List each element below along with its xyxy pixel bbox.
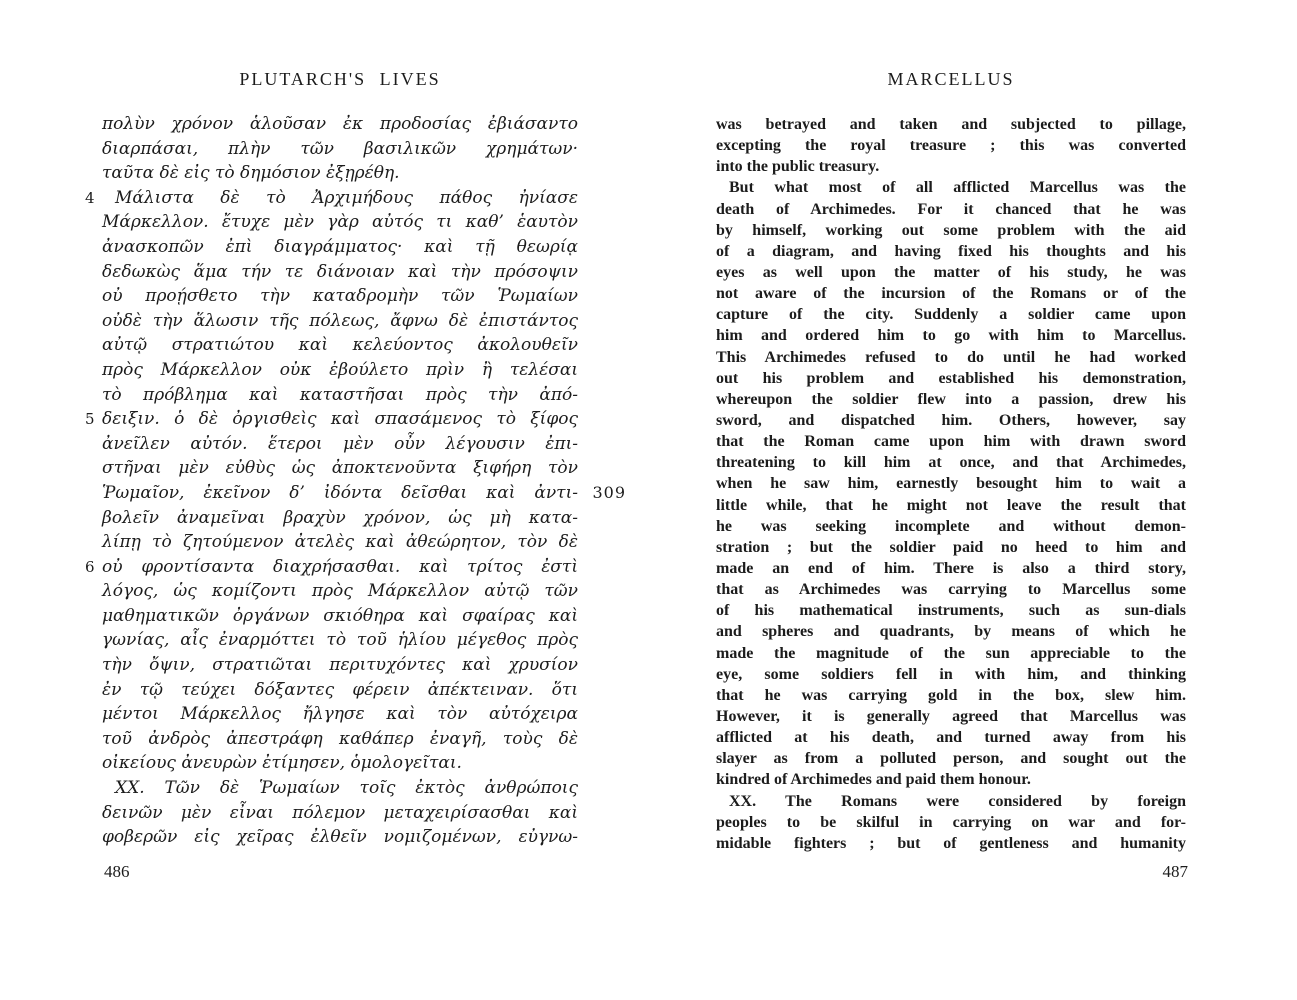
line-text: ἀνασκοπῶν ἐπὶ διαγράμματος· καὶ τῇ θεωρίᾳ [102, 236, 578, 257]
line-text: τοῦ ἀνδρὸς ἀπεστράφη καθάπερ ἐναγῆ, τοὺς δὲ [102, 728, 578, 749]
line-text: of his mathematical instruments, such as sun-dials [716, 602, 1186, 620]
text-line [716, 156, 1186, 177]
line-text: by himself, working out some problem with the aid [716, 221, 1186, 239]
text-line [716, 495, 1186, 516]
line-text: στῆναι μὲν εὐθὺς ὡς ἀποκτενοῦντα ξιφήρη τὸν [102, 458, 578, 479]
line-text: made an end of him. There is also a third story, [716, 559, 1186, 577]
text-line [716, 220, 1186, 241]
english-text-column [716, 114, 1186, 854]
text-line [716, 769, 1186, 790]
text-line [716, 241, 1186, 262]
line-text: δεδωκὼς ἅμα τήν τε διάνοιαν καὶ τὴν πρόσοψιν [102, 261, 578, 282]
text-line [85, 555, 578, 580]
line-text: ἐν τῷ τεύχει δόξαντες φέρειν ἀπέκτειναν. ὅτι [102, 679, 578, 700]
text-line [102, 260, 578, 285]
line-text: μαθηματικῶν ὀργάνων σκιόθηρα καὶ σφαίρας καὶ [102, 605, 578, 626]
line-text: that the Roman came upon him with drawn sword [716, 433, 1186, 451]
text-line [716, 347, 1186, 368]
line-text: XX. Τῶν δὲ Ῥωμαίων τοῖς ἐκτὸς ἀνθρώποις [115, 778, 578, 799]
marginal-stephanus-number: 309 [592, 482, 626, 502]
line-text: death of Archimedes. For it chanced that he was [716, 200, 1186, 218]
text-line [102, 825, 578, 850]
text-line [716, 262, 1186, 283]
line-text: πρὸς Μάρκελλον οὐκ ἐβούλετο πρὶν ἢ τελέσαι [102, 359, 578, 380]
line-text: when he saw him, earnestly besought him to wait a [716, 475, 1186, 493]
line-text: ταῦτα δὲ εἰς τὸ δημόσιον ἐξῃρέθη. [102, 163, 400, 184]
line-text: made the magnitude of the sun appreciable to the [716, 644, 1186, 662]
left-page-number: 486 [104, 862, 130, 881]
line-text: whereupon the soldier flew into a passion, drew his [716, 390, 1186, 408]
line-text: XX. The Romans were considered by foreign [729, 792, 1186, 810]
text-line [716, 833, 1186, 854]
text-line [716, 643, 1186, 664]
text-line [102, 210, 578, 235]
text-line [102, 383, 578, 408]
line-text: λίπῃ τὸ ζητούμενον ἀτελὲς καὶ ἀθεώρητον, τὸν δὲ [102, 532, 578, 553]
text-line [102, 506, 578, 531]
line-text: eyes as well upon the matter of his study, he was [716, 263, 1186, 281]
text-line [716, 410, 1186, 431]
line-text: out his problem and established his demonstration, [716, 369, 1186, 387]
line-text: sword, and dispatched him. Others, however, say [716, 411, 1186, 429]
line-text: οἰκείους ἀνευρὼν ἐτίμησεν, ὁμολογεῖται. [102, 753, 462, 774]
greek-text-column [85, 112, 626, 850]
line-text: he was seeking incomplete and without demon- [716, 517, 1186, 535]
line-text: slayer as from a polluted person, and sought out the [716, 750, 1186, 768]
text-line [716, 748, 1186, 769]
text-line [102, 358, 578, 383]
text-line [102, 235, 578, 260]
line-text: Μάρκελλον. ἔτυχε μὲν γὰρ αὐτός τι καθ’ ἑαυτὸν [102, 212, 578, 233]
margin-section-number: 4 [85, 188, 95, 207]
text-line [102, 727, 578, 752]
line-text: πολὺν χρόνον ἁλοῦσαν ἐκ προδοσίας ἐβιάσαντο [102, 114, 578, 134]
line-text: was betrayed and taken and subjected to pillage, [716, 116, 1186, 133]
text-line [102, 801, 578, 826]
text-line [102, 112, 578, 137]
text-line [716, 579, 1186, 600]
line-text: Μάλιστα δὲ τὸ Ἀρχιμήδους πάθος ἠνίασε [115, 187, 578, 208]
line-text: into the public treasury. [716, 158, 880, 176]
line-text: λόγος, ὡς κομίζοντι πρὸς Μάρκελλον αὐτῷ τῶν [102, 581, 578, 602]
text-line [716, 325, 1186, 346]
text-line [102, 432, 578, 457]
right-page-number: 487 [1162, 862, 1188, 881]
line-text: οὐ φροντίσαντα διαχρήσασθαι. καὶ τρίτος ἐστὶ [102, 556, 578, 577]
line-text: threatening to kill him at once, and that Archimedes, [716, 454, 1186, 472]
line-text: τὴν ὄψιν, στρατιῶται περιτυχόντες καὶ χρυσίον [102, 655, 578, 676]
line-text: peoples to be skilful in carrying on war and for- [716, 813, 1186, 831]
text-line [716, 685, 1186, 706]
text-line [716, 537, 1186, 558]
text-line [85, 407, 578, 432]
text-line [716, 452, 1186, 473]
line-text: of a diagram, and having fixed his thoughts and his [716, 242, 1186, 260]
text-line [102, 530, 578, 555]
margin-section-number: 5 [85, 410, 95, 429]
line-text: ἀνεῖλεν αὐτόν. ἕτεροι μὲν οὖν λέγουσιν ἐπι- [102, 433, 578, 454]
line-text: stration ; but the soldier paid no heed to him and [716, 538, 1186, 556]
text-line [716, 368, 1186, 389]
text-line [716, 516, 1186, 537]
text-line [716, 621, 1186, 642]
text-line [716, 135, 1186, 156]
text-line [102, 137, 578, 162]
text-line [716, 558, 1186, 579]
line-text: midable fighters ; but of gentleness and humanity [716, 834, 1186, 852]
text-line [102, 678, 578, 703]
line-text: δεινῶν μὲν εἶναι πόλεμον μεταχειρίσασθαι καὶ [102, 802, 578, 823]
text-line [716, 304, 1186, 325]
line-text: little while, that he might not leave the result that [716, 496, 1186, 514]
line-text: βολεῖν ἀναμεῖναι βραχὺν χρόνον, ὡς μὴ κατα- [102, 507, 578, 528]
text-line [102, 653, 578, 678]
right-page-running-head: MARCELLUS [887, 69, 1015, 89]
line-text: Ῥωμαῖον, ἐκεῖνον δ’ ἰδόντα δεῖσθαι καὶ ἀντι- [102, 482, 578, 503]
margin-section-number: 6 [85, 557, 95, 576]
text-line [102, 628, 578, 653]
text-line [102, 161, 578, 186]
text-line [102, 481, 626, 506]
line-text: μέντοι Μάρκελλος ἤλγησε καὶ τὸν αὐτόχειρα [102, 704, 578, 725]
line-text: that he was carrying gold in the box, slew him. [716, 686, 1186, 704]
text-line [102, 284, 578, 309]
text-line [102, 751, 578, 776]
text-line [102, 604, 578, 629]
line-text: excepting the royal treasure ; this was converted [716, 137, 1186, 155]
line-text: διαρπάσαι, πλὴν τῶν βασιλικῶν χρημάτων· [102, 138, 578, 159]
line-text: But what most of all afflicted Marcellus was the [729, 179, 1186, 197]
line-text: τὸ πρόβλημα καὶ καταστῆσαι πρὸς τὴν ἀπό- [102, 384, 578, 405]
text-line [102, 579, 578, 604]
left-page-running-head: PLUTARCH'S LIVES [239, 69, 441, 89]
text-line [716, 812, 1186, 833]
text-line [716, 199, 1186, 220]
text-line [102, 456, 578, 481]
text-line [716, 473, 1186, 494]
text-line [716, 177, 1186, 198]
text-line [716, 664, 1186, 685]
line-text: that as Archimedes was carrying to Marcellus some [716, 581, 1186, 599]
text-line [716, 283, 1186, 304]
line-text: him and ordered him to go with him to Marcellus. [716, 327, 1186, 345]
line-text: οὐδὲ τὴν ἅλωσιν τῆς πόλεως, ἄφνω δὲ ἐπιστάντος [102, 310, 578, 331]
text-line [716, 791, 1186, 812]
text-line [102, 776, 578, 801]
line-text: φοβερῶν εἰς χεῖρας ἐλθεῖν νομιζομένων, εὐγνω- [102, 827, 578, 848]
line-text: οὐ προῄσθετο τὴν καταδρομὴν τῶν Ῥωμαίων [102, 286, 578, 307]
text-line [716, 114, 1186, 135]
text-line [716, 431, 1186, 452]
line-text: eye, some soldiers fell in with him, and thinking [716, 665, 1186, 683]
line-text: afflicted at his death, and turned away from his [716, 729, 1186, 747]
line-text: kindred of Archimedes and paid them honour. [716, 771, 1031, 789]
text-line [716, 389, 1186, 410]
text-line [716, 706, 1186, 727]
text-line [102, 333, 578, 358]
line-text: However, it is generally agreed that Marcellus was [716, 707, 1186, 725]
text-line [102, 702, 578, 727]
text-line [716, 727, 1186, 748]
line-text: and spheres and quadrants, by means of which he [716, 623, 1186, 641]
text-line [85, 186, 578, 211]
line-text: αὐτῷ στρατιώτου καὶ κελεύοντος ἀκολουθεῖν [102, 335, 578, 356]
line-text: capture of the city. Suddenly a soldier came upon [716, 306, 1186, 324]
line-text: δειξιν. ὁ δὲ ὀργισθεὶς καὶ σπασάμενος τὸ ξίφος [102, 409, 578, 430]
line-text: This Archimedes refused to do until he had worked [716, 348, 1186, 366]
line-text: γωνίας, αἷς ἐναρμόττει τὸ τοῦ ἡλίου μέγεθος πρὸς [102, 630, 578, 651]
line-text: not aware of the incursion of the Romans or of the [716, 285, 1186, 303]
text-line [716, 600, 1186, 621]
text-line [102, 309, 578, 334]
